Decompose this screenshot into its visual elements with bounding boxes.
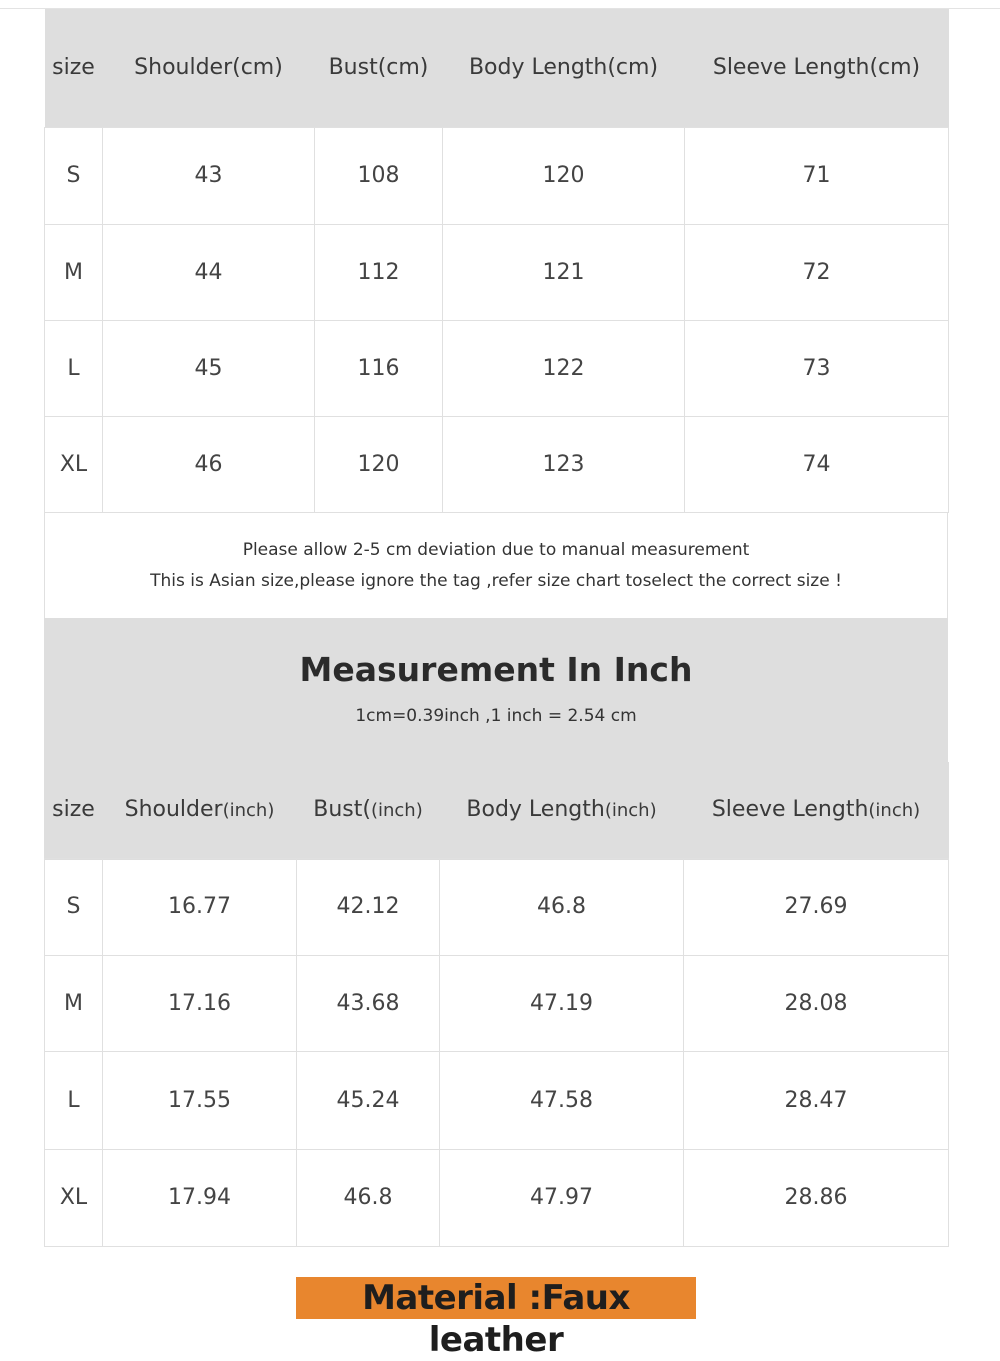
value-cell: 28.86 (684, 1149, 949, 1246)
value-cell: 28.08 (684, 955, 949, 1051)
value-cell: 46 (103, 416, 315, 512)
inch-header-cell: size (45, 762, 103, 858)
inch-header-cell: Bust((inch) (297, 762, 440, 858)
size-cell: L (45, 1051, 103, 1149)
table-row (45, 224, 949, 320)
value-cell: 28.47 (684, 1051, 949, 1149)
value-cell: 43.68 (297, 955, 440, 1051)
value-cell: 47.97 (440, 1149, 684, 1246)
table-row (45, 416, 949, 512)
value-cell: 43 (103, 127, 315, 224)
cm-header-cell: Body Length(cm) (443, 9, 685, 127)
cm-header-row (45, 9, 949, 127)
table-row (45, 1149, 949, 1246)
size-cell: M (45, 224, 103, 320)
size-cell: XL (45, 416, 103, 512)
inch-section-title: Measurement In Inch (299, 650, 693, 689)
value-cell: 46.8 (297, 1149, 440, 1246)
note-deviation: Please allow 2-5 cm deviation due to manual measurement (242, 540, 750, 560)
cm-header-cell: Bust(cm) (315, 9, 443, 127)
value-cell: 120 (315, 416, 443, 512)
size-cell: M (45, 955, 103, 1051)
cm-header-cell: Sleeve Length(cm) (685, 9, 949, 127)
value-cell: 120 (443, 127, 685, 224)
measurement-note (44, 512, 948, 618)
size-cell: S (45, 127, 103, 224)
value-cell: 122 (443, 320, 685, 416)
inch-header-row (45, 762, 949, 858)
table-row (45, 320, 949, 416)
value-cell: 72 (685, 224, 949, 320)
value-cell: 16.77 (103, 858, 297, 955)
size-cell: XL (45, 1149, 103, 1246)
size-chart-inch (44, 762, 949, 1247)
value-cell: 73 (685, 320, 949, 416)
value-cell: 74 (685, 416, 949, 512)
inch-header-cell: Sleeve Length(inch) (684, 762, 949, 858)
value-cell: 44 (103, 224, 315, 320)
value-cell: 17.94 (103, 1149, 297, 1246)
value-cell: 27.69 (684, 858, 949, 955)
table-row (45, 858, 949, 955)
table-row (45, 1051, 949, 1149)
value-cell: 108 (315, 127, 443, 224)
size-cell: S (45, 858, 103, 955)
inch-header-cell: Shoulder(inch) (103, 762, 297, 858)
value-cell: 47.58 (440, 1051, 684, 1149)
table-row (45, 127, 949, 224)
size-cell: L (45, 320, 103, 416)
value-cell: 116 (315, 320, 443, 416)
value-cell: 42.12 (297, 858, 440, 955)
value-cell: 45 (103, 320, 315, 416)
value-cell: 47.19 (440, 955, 684, 1051)
value-cell: 71 (685, 127, 949, 224)
value-cell: 121 (443, 224, 685, 320)
size-chart-cm (44, 9, 949, 513)
cm-header-cell: Shoulder(cm) (103, 9, 315, 127)
value-cell: 17.55 (103, 1051, 297, 1149)
value-cell: 112 (315, 224, 443, 320)
note-asian-size: This is Asian size,please ignore the tag ,refer size chart toselect the correct size ! (150, 571, 842, 591)
cm-header-cell: size (45, 9, 103, 127)
value-cell: 123 (443, 416, 685, 512)
table-row (45, 955, 949, 1051)
inch-header-cell: Body Length(inch) (440, 762, 684, 858)
value-cell: 17.16 (103, 955, 297, 1051)
value-cell: 45.24 (297, 1051, 440, 1149)
material-label: Material :Faux leather (296, 1277, 696, 1319)
conversion-note: 1cm=0.39inch ,1 inch = 2.54 cm (355, 706, 637, 726)
value-cell: 46.8 (440, 858, 684, 955)
